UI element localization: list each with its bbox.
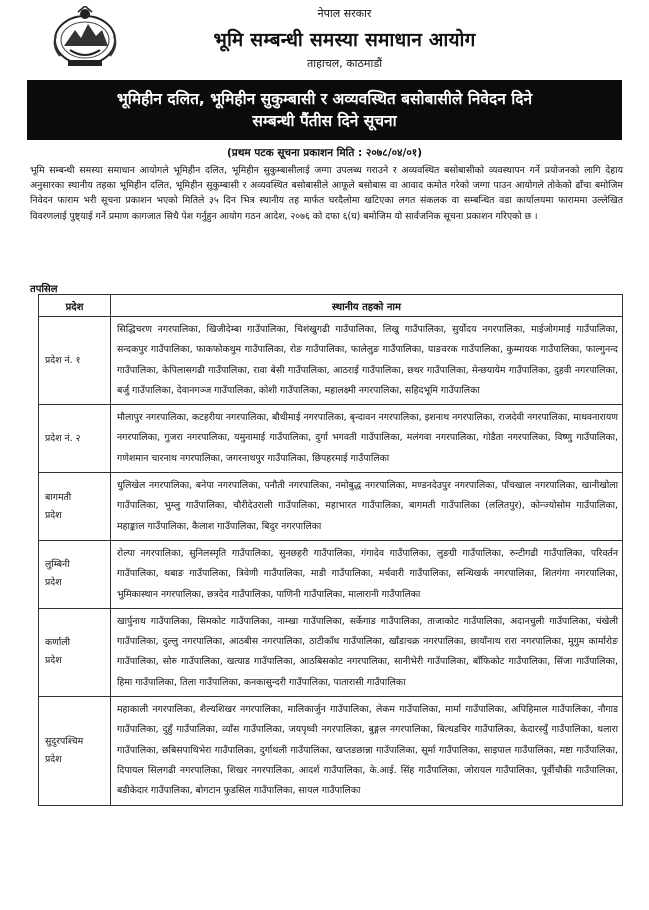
table-row xyxy=(39,473,623,541)
province-cell xyxy=(39,317,111,405)
table-row xyxy=(39,405,623,473)
province-suffix: प्रदेश xyxy=(45,753,62,765)
local-levels-cell: रोल्पा नगरपालिका, सुनिलस्मृति गाउँपालिका, सुनछहरी गाउँपालिका, गंगादेव गाउँपालिका, लुङग्री गाउँपालिका, रुन्टीगढी गाउँपालिका, परिवर्तन गाउँपालिका, थबाङ गाउँपालिका, त्रिवेणी गाउँपालिका, माडी गाउँपालिका, मर्चवारी गाउँपालिका, सन्धिखर्क नगरपालिका, शितगंगा नगरपालिका, भुमिकास्थान नगरपालिका, छत्रदेव गाउँपालिका, पाणिनी गाउँपालिका, मालारानी गाउँपालिका xyxy=(111,540,623,608)
province-name: बागमती xyxy=(45,491,72,503)
government-label: नेपाल सरकार xyxy=(317,7,372,20)
province-name: लुम्बिनी xyxy=(45,559,70,571)
table-header-row xyxy=(39,295,623,317)
province-cell xyxy=(39,473,111,541)
notice-title-line1: भूमिहीन दलित, भूमिहीन सुकुम्बासी र अव्यवस्थित बसोबासीले निवेदन दिने xyxy=(116,90,533,108)
province-suffix: प्रदेश xyxy=(45,655,62,667)
province-cell xyxy=(39,608,111,696)
province-suffix: प्रदेश xyxy=(45,509,62,521)
local-levels-cell: मौलापुर नगरपालिका, कटहरीया नगरपालिका, बौधीमाई नगरपालिका, बृन्दावन नगरपालिका, इशनाथ नगरपालिका, राजदेवी नगरपालिका, माधवनारायण नगरपालिका, गुजरा नगरपालिका, यमुनामाई गाउँपालिका, दुर्गा भगवती गाउँपालिका, मलंगवा नगरपालिका, गोडैता नगरपालिका, विष्णु गाउँपालिका, गणेशमान चारनाथ नगरपालिका, जगरनाथपुर गाउँपालिका, छिपहरमाई गाउँपालिका xyxy=(111,405,623,473)
header-province: प्रदेश xyxy=(39,295,111,317)
province-name: प्रदेश नं. २ xyxy=(45,432,81,444)
table-row xyxy=(39,608,623,696)
notice-title-banner xyxy=(27,80,622,140)
province-cell xyxy=(39,405,111,473)
table-row xyxy=(39,697,623,805)
local-levels-table xyxy=(38,294,623,806)
local-levels-cell: धुलिखेल नगरपालिका, बनेपा नगरपालिका, पनौती नगरपालिका, नमोबुद्ध नगरपालिका, मण्डनदेउपुर नगरपालिका, पाँचखाल नगरपालिका, खानीखोला गाउँपालिका, भुम्लु गाउँपालिका, चौरीदेउराली गाउँपालिका, महाभारत गाउँपालिका, बागमती गाउँपालिका (ललितपुर), कोन्ज्योसोम गाउँपालिका, महाङ्काल गाउँपालिका, कैलाश गाउँपालिका, बिदुर नगरपालिका xyxy=(111,473,623,541)
province-name: सुदुरपश्चिम xyxy=(45,735,84,747)
annex-label: तपसिल xyxy=(30,284,58,295)
province-cell xyxy=(39,697,111,805)
local-levels-cell: सिद्धिचरण नगरपालिका, खिजीदेम्बा गाउँपालिका, चिशंखुगढी गाउँपालिका, लिखु गाउँपालिका, सुर्योदय नगरपालिका, माईजोगमाई गाउँपालिका, सन्दकपुर गाउँपालिका, फाकफोकथुम गाउँपालिका, रोङ गाउँपालिका, फालेलुङ गाउँपालिका, याङवरक गाउँपालिका, कुम्मायक गाउँपालिका, फाल्गुनन्द गाउँपालिका, केपिलासगढी गाउँपालिका, रावा बेसी गाउँपालिका, आठराई गाउँपालिका, छथर गाउँपालिका, मेन्छयायेम गाउँपालिका, दुहवी नगरपालिका, बर्जु गाउँपालिका, देवानगञ्ज गाउँपालिका, कोशी गाउँपालिका, महालक्ष्मी नगरपालिका, सहिदभूमि गाउँपालिका xyxy=(111,317,623,405)
header-local-levels: स्थानीय तहको नाम xyxy=(111,295,623,317)
local-levels-cell: खार्पुनाथ गाउँपालिका, सिमकोट गाउँपालिका, नाम्खा गाउँपालिका, सर्केगाड गाउँपालिका, ताजाकोट गाउँपालिका, अदानचुली गाउँपालिका, चंखेली गाउँपालिका, दुल्लु नगरपालिका, आठबीस नगरपालिका, ठाटीकाँध गाउँपालिका, खाँडाचक्र नगरपालिका, छायाँनाथ रारा नगरपालिका, मुगुम कार्मारोङ गाउँपालिका, सोरु गाउँपालिका, खत्याड गाउँपालिका, आठबिसकोट नगरपालिका, सानीभेरी गाउँपालिका, बाँफिकोट गाउँपालिका, सिंजा गाउँपालिका, हिमा गाउँपालिका, तिला गाउँपालिका, कनकासुन्दरी गाउँपालिका, पातारासी गाउँपालिका xyxy=(111,608,623,696)
publication-date: (प्रथम पटक सूचना प्रकाशन मिति : २०७८/०४/०१) xyxy=(226,147,423,159)
organization-location: ताहाचल, काठमाडौं xyxy=(306,57,383,70)
organization-name: भूमि सम्बन्धी समस्या समाधान आयोग xyxy=(213,29,476,51)
province-suffix: प्रदेश xyxy=(45,577,62,589)
local-levels-cell: महाकाली नगरपालिका, शैल्यशिखर नगरपालिका, मालिकार्जुन गाउँपालिका, लेकम गाउँपालिका, मार्मा गाउँपालिका, अपिहिमाल गाउँपालिका, नौगाड गाउँपालिका, दुहुँ गाउँपालिका, व्याँस गाउँपालिका, जयपृथ्वी नगरपालिका, बुङ्गल नगरपालिका, बित्थडचिर गाउँपालिका, केदारस्युँ गाउँपालिका, थलारा गाउँपालिका, छबिसपाथिभेरा गाउँपालिका, दुर्गाथली गाउँपालिका, खप्तडछान्ना गाउँपालिका, सूर्मा गाउँपालिका, साइपाल गाउँपालिका, मष्टा गाउँपालिका, दिपायल सिलगढी नगरपालिका, शिखर नगरपालिका, आदर्श गाउँपालिका, के.आई. सिंह गाउँपालिका, जोरायल गाउँपालिका, पूर्वीचौकी गाउँपालिका, बडीकेदार गाउँपालिका, बोगटान फुडसिल गाउँपालिका, सायल गाउँपालिका xyxy=(111,697,623,805)
notice-body: भूमि सम्बन्धी समस्या समाधान आयोगले भूमिहीन दलित, भूमिहीन सुकुम्बासीलाई जग्गा उपलब्ध गराउने र अव्यवस्थित बसोबासीको व्यवस्थापन गर्ने प्रयोजनको लागि देहाय अनुसारका स्थानीय तहका भूमिहीन दलित, भूमिहीन सुकुम्बासी र अव्यवस्थित बसोबासीले आफूले बसोबास वा आवाद कमोत गरेको जग्गा पाउन आयोगले तोकेको ढाँचा बमोजिम निवेदन फाराम भरी सूचना प्रकाशन भएको मितिले ३५ दिन भित्र स्थानीय तह मार्फत घरदैलोमा खटिएका लगत संकलक वा सम्बन्धित वडा कार्यालयमा फाराममा उल्लेखित विवरणलाई पुष्ट्याई गर्ने प्रमाण कागजात सिधै पेश गर्नुहुन आयोग गठन आदेश, २०७६ को दफा ६(घ) बमोजिम यो सार्वजनिक सूचना प्रकाशन गरिएको छ । xyxy=(30,165,623,222)
province-name: प्रदेश नं. १ xyxy=(45,354,81,366)
province-name: कर्णाली xyxy=(45,637,70,649)
table-row xyxy=(39,317,623,405)
table-row xyxy=(39,540,623,608)
notice-title-line2: सम्बन्धी पैंतीस दिने सूचना xyxy=(252,112,397,130)
province-cell xyxy=(39,540,111,608)
